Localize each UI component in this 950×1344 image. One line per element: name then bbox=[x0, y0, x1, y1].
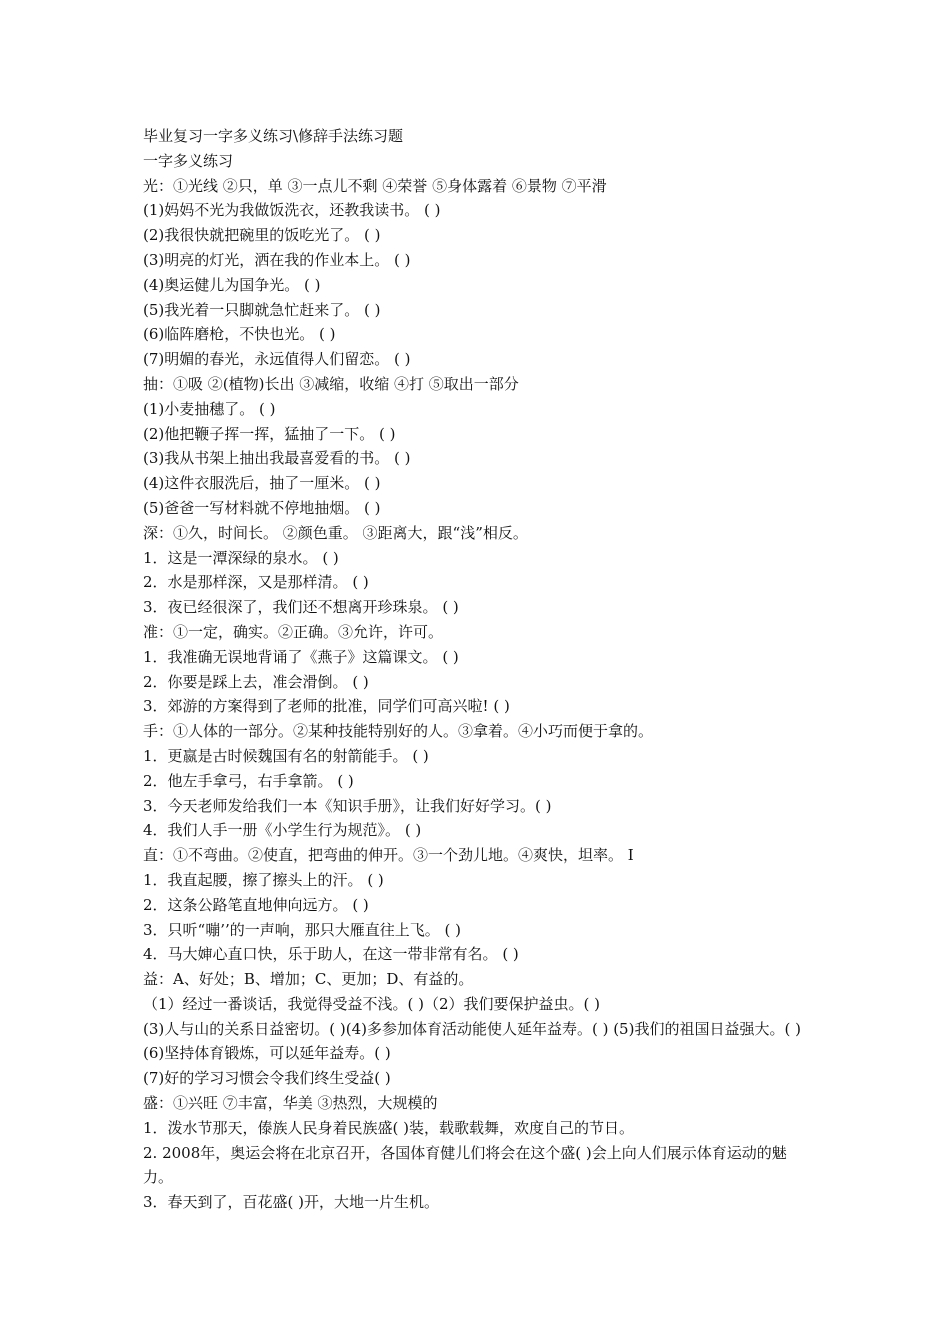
exercise-paragraph: 2. 2008年，奥运会将在北京召开，各国体育健儿们将会在这个盛( )会上向人们展示体育运动的魅力。 bbox=[143, 1143, 787, 1187]
exercise-line: (3)明亮的灯光，洒在我的作业本上。 ( ) bbox=[143, 250, 411, 269]
definition-line: 手：①人体的一部分。②某种技能特别好的人。③拿着。④小巧而便于拿的。 bbox=[143, 722, 654, 741]
exercise-line: 3．春天到了，百花盛( )开，大地一片生机。 bbox=[143, 1193, 440, 1212]
definition-line: 深：①久，时间长。 ②颜色重。 ③距离大，跟“浅”相反。 bbox=[143, 523, 528, 542]
exercise-line: 4．马大婶心直口快，乐于助人，在这一带非常有名。 ( ) bbox=[143, 945, 519, 964]
exercise-line: 4．我们人手一册《小学生行为规范》。 ( ) bbox=[143, 821, 422, 840]
exercise-paragraph: (3)人与山的关系日益密切。( )(4)多参加体育活动能使人延年益寿。( ) (5)我们的祖国日益强大。( ) (6)坚持体育锻炼，可以延年益寿。( ) bbox=[143, 1019, 801, 1063]
exercise-line: (7)好的学习习惯会令我们终生受益( ) bbox=[143, 1069, 391, 1088]
exercise-line: 3．郊游的方案得到了老师的批准，同学们可高兴啦! ( ) bbox=[143, 697, 510, 716]
exercise-line: 1．更嬴是古时候魏国有名的射箭能手。 ( ) bbox=[143, 746, 429, 765]
definition-line: 盛：①兴旺 ⑦丰富，华美 ③热烈，大规模的 bbox=[143, 1094, 438, 1113]
exercise-line: 2．他左手拿弓，右手拿箭。 ( ) bbox=[143, 771, 354, 790]
exercise-line: 1．泼水节那天，傣族人民身着民族盛( )装，载歌载舞，欢度自己的节日。 bbox=[143, 1118, 635, 1137]
definition-line: 光：①光线 ②只，单 ③一点儿不剩 ④荣誉 ⑤身体露着 ⑥景物 ⑦平滑 bbox=[143, 176, 607, 195]
exercise-line: （1）经过一番谈话，我觉得受益不浅。( )（2）我们要保护益虫。( ) bbox=[143, 994, 601, 1013]
exercise-line: (6)临阵磨枪，不快也光。 ( ) bbox=[143, 325, 336, 344]
exercise-line: 1．这是一潭深绿的泉水。 ( ) bbox=[143, 548, 339, 567]
section-heading: 一字多义练习 bbox=[143, 151, 234, 170]
definition-line: 益：A、好处；B、增加；C、更加；D、有益的。 bbox=[143, 970, 474, 989]
document-title: 毕业复习一字多义练习\修辞手法练习题 bbox=[143, 127, 404, 145]
document-body bbox=[143, 124, 813, 1215]
exercise-line: 3．只听“嘣’’的一声响，那只大雁直往上飞。 ( ) bbox=[143, 920, 461, 939]
exercise-line: 3．今天老师发给我们一本《知识手册》，让我们好好学习。( ) bbox=[143, 796, 552, 815]
exercise-line: (7)明媚的春光，永远值得人们留恋。 ( ) bbox=[143, 350, 411, 369]
definition-line: 准：①一定，确实。②正确。③允许，许可。 bbox=[143, 622, 444, 641]
exercise-line: 1．我准确无误地背诵了《燕子》这篇课文。 ( ) bbox=[143, 647, 459, 666]
exercise-line: (5)我光着一只脚就急忙赶来了。 ( ) bbox=[143, 300, 381, 319]
exercise-line: 3．夜已经很深了，我们还不想离开珍珠泉。 ( ) bbox=[143, 598, 459, 617]
exercise-line: (2)我很快就把碗里的饭吃光了。 ( ) bbox=[143, 226, 381, 245]
exercise-line: (4)这件衣服洗后，抽了一厘米。 ( ) bbox=[143, 474, 381, 493]
definition-line: 抽：①吸 ②(植物)长出 ③减缩，收缩 ④打 ⑤取出一部分 bbox=[143, 374, 519, 393]
exercise-line: (1)妈妈不光为我做饭洗衣，还教我读书。 ( ) bbox=[143, 201, 441, 220]
definition-line: 直：①不弯曲。②使直，把弯曲的伸开。③一个劲儿地。④爽快，坦率。 I bbox=[143, 846, 634, 865]
exercise-line: (3)我从书架上抽出我最喜爱看的书。 ( ) bbox=[143, 449, 411, 468]
exercise-line: (1)小麦抽穗了。 ( ) bbox=[143, 399, 276, 418]
exercise-line: 2．这条公路笔直地伸向远方。 ( ) bbox=[143, 895, 369, 914]
exercise-line: (4)奥运健儿为国争光。 ( ) bbox=[143, 275, 321, 294]
exercise-line: 2．水是那样深，又是那样清。 ( ) bbox=[143, 573, 369, 592]
exercise-line: 1．我直起腰，擦了擦头上的汗。 ( ) bbox=[143, 870, 384, 889]
exercise-line: 2．你要是踩上去，准会滑倒。 ( ) bbox=[143, 672, 369, 691]
exercise-line: (5)爸爸一写材料就不停地抽烟。 ( ) bbox=[143, 498, 381, 517]
exercise-line: (2)他把鞭子挥一挥，猛抽了一下。 ( ) bbox=[143, 424, 396, 443]
